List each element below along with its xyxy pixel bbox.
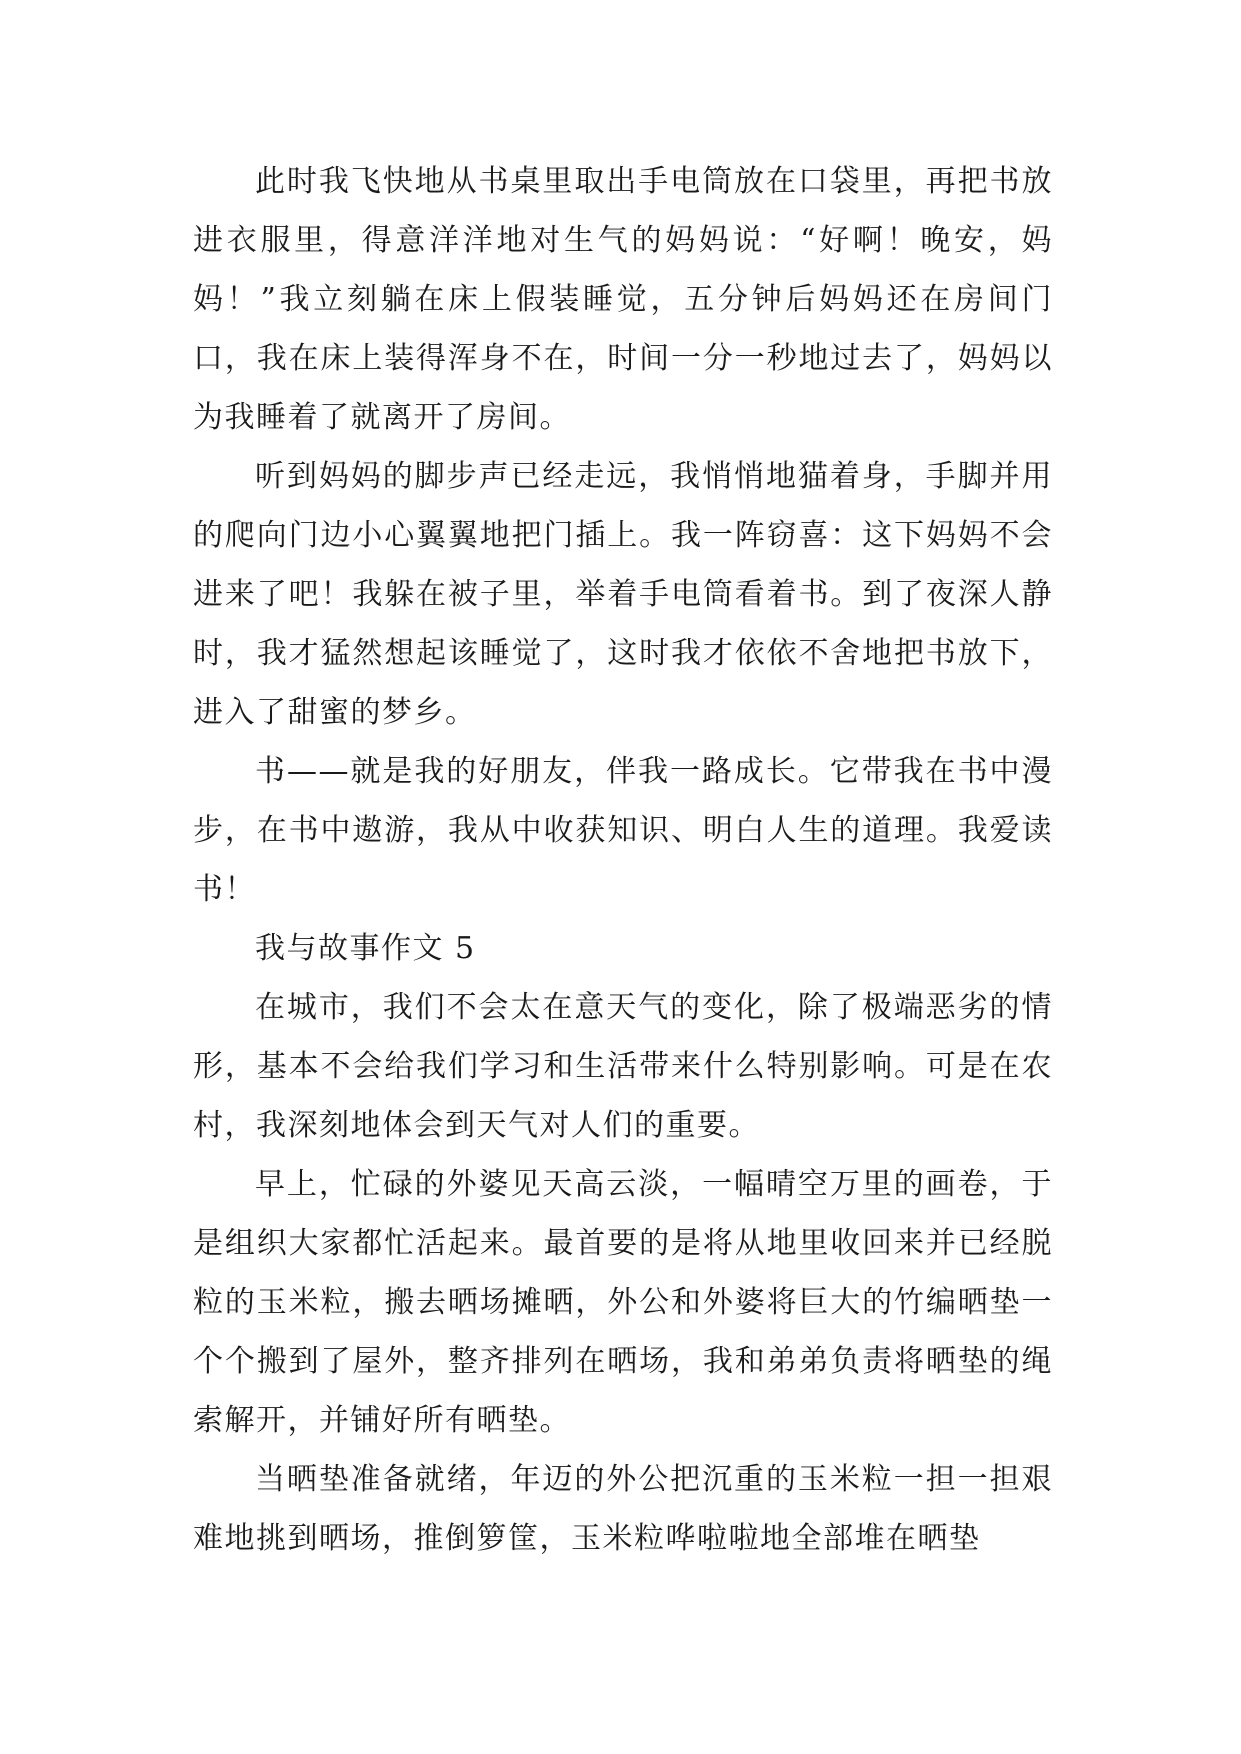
paragraph: 早上，忙碌的外婆见天高云淡，一幅晴空万里的画卷，于是组织大家都忙活起来。最首要的是将从地里收回来并已经脱粒的玉米粒，搬去晒场摊晒，外公和外婆将巨大的竹编晒垫一个个搬到了屋外，整齐排列在晒场，我和弟弟负责将晒垫的绳索解开，并铺好所有晒垫。 bbox=[193, 1167, 1053, 1438]
document-body bbox=[193, 152, 1053, 1568]
paragraph: 听到妈妈的脚步声已经走远，我悄悄地猫着身，手脚并用的爬向门边小心翼翼地把门插上。我一阵窃喜：这下妈妈不会进来了吧！我躲在被子里，举着手电筒看着书。到了夜深人静时，我才猛然想起该睡觉了，这时我才依依不舍地把书放下，进入了甜蜜的梦乡。 bbox=[193, 459, 1053, 730]
paragraph: 书——就是我的好朋友，伴我一路成长。它带我在书中漫步，在书中遨游，我从中收获知识、明白人生的道理。我爱读书！ bbox=[193, 754, 1053, 907]
paragraph: 此时我飞快地从书桌里取出手电筒放在口袋里，再把书放进衣服里，得意洋洋地对生气的妈妈说：“好啊！晚安，妈妈！”我立刻躺在床上假装睡觉，五分钟后妈妈还在房间门口，我在床上装得浑身不在，时间一分一秒地过去了，妈妈以为我睡着了就离开了房间。 bbox=[193, 164, 1053, 435]
paragraph: 在城市，我们不会太在意天气的变化，除了极端恶劣的情形，基本不会给我们学习和生活带来什么特别影响。可是在农村，我深刻地体会到天气对人们的重要。 bbox=[193, 990, 1053, 1143]
section-heading: 我与故事作文 5 bbox=[255, 931, 476, 966]
paragraph: 当晒垫准备就绪，年迈的外公把沉重的玉米粒一担一担艰难地挑到晒场，推倒箩筐，玉米粒哗啦啦地全部堆在晒垫 bbox=[193, 1462, 1053, 1556]
